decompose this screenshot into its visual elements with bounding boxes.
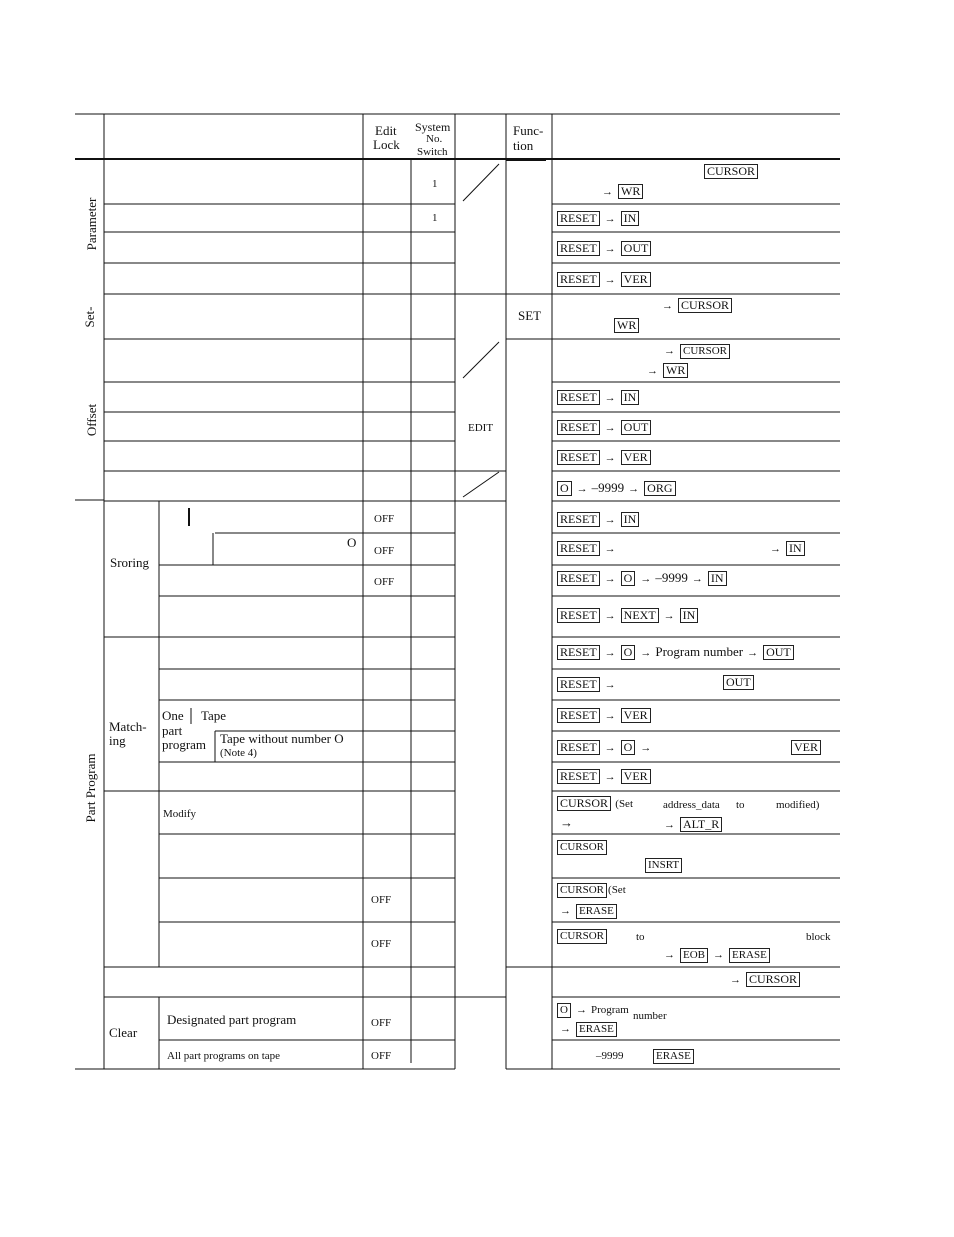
key-reset[interactable]: RESET [557,272,600,287]
key-o[interactable]: O [557,481,572,496]
op-row [643,363,689,378]
op-row [658,298,733,313]
group-setting: Set- [82,306,97,328]
header-no: No. [426,133,443,145]
key-reset[interactable]: RESET [557,769,600,784]
key-wr[interactable]: WR [663,363,688,378]
op-row [556,677,620,692]
op-row [660,947,771,963]
key-cursor[interactable]: CURSOR [557,840,607,855]
op-row [556,481,677,496]
key-cursor[interactable]: CURSOR [557,796,611,811]
key-in[interactable]: IN [708,571,727,586]
op-row [556,839,608,855]
modify-label: Modify [163,808,196,820]
arrow-icon: → [640,647,652,659]
arrow-icon: → [664,819,675,831]
key-in[interactable]: IN [680,608,699,623]
lock-off: OFF [371,938,392,950]
arrow-icon: → [604,543,616,555]
arrow-icon: → [604,610,616,622]
group-matching-2: ing [109,733,126,748]
key-ver[interactable]: VER [621,708,651,723]
group-part-program: Part Program [83,753,98,823]
key-reset[interactable]: RESET [557,390,600,405]
arrow-icon: → [664,345,675,357]
op-text: to [636,931,645,943]
key-erase[interactable]: ERASE [576,904,617,919]
op-row [556,241,652,256]
op-row [556,928,608,944]
one-part-program: part [162,723,183,738]
header-switch: Switch [417,146,448,158]
header-system: System [415,120,451,134]
group-storing: Sroring [110,555,149,570]
key-o[interactable]: O [621,740,636,755]
arrow-icon: → [604,679,616,691]
lock-off: OFF [374,545,395,557]
key-reset[interactable]: RESET [557,708,600,723]
op-text: –9999 [596,1050,624,1062]
op-row [556,450,652,465]
arrow-icon: → [628,483,640,495]
arrow-icon: → [604,710,616,722]
key-eob[interactable]: EOB [680,948,708,963]
key-next[interactable]: NEXT [621,608,659,623]
op-row [652,1048,695,1064]
op-row [556,708,652,723]
key-cursor[interactable]: CURSOR [678,298,732,313]
arrow-icon: → [604,573,616,585]
switch-value: 1 [432,178,438,190]
tape-note: (Note 4) [220,747,257,759]
arrow-icon: → [560,815,573,830]
key-out[interactable]: OUT [723,675,754,690]
key-reset[interactable]: RESET [557,450,600,465]
op-text: (Set [608,884,626,896]
arrow-icon: → [640,742,652,754]
op-text: address_data [663,799,720,811]
arrow-icon: → [604,514,616,526]
function-set: SET [518,308,542,323]
op-text: number [633,1010,667,1022]
lock-off: OFF [371,1050,392,1062]
group-matching: Match- [109,719,147,734]
op-text: to [736,799,745,811]
key-reset[interactable]: RESET [557,541,600,556]
key-reset[interactable]: RESET [557,420,600,435]
key-erase[interactable]: ERASE [653,1049,694,1064]
one-part-program: One [162,708,184,723]
op-row [726,972,801,987]
op-row [790,740,822,755]
arrow-icon: → [640,573,652,585]
arrow-icon: → [770,543,781,555]
op-row [556,645,795,660]
op-row [556,571,728,586]
group-clear: Clear [109,1025,138,1040]
arrow-icon: → [604,213,616,225]
op-text: modified) [776,799,820,811]
op-row [660,343,731,359]
key-reset[interactable]: RESET [557,677,600,692]
op-row [644,857,683,873]
key-reset[interactable]: RESET [557,241,600,256]
designated-part-program: Designated part program [167,1012,297,1027]
key-cursor[interactable]: CURSOR [557,929,607,944]
key-cursor[interactable]: CURSOR [746,972,800,987]
op-row [556,882,626,898]
op-row [556,211,640,226]
op-row [722,675,755,690]
key-ver[interactable]: VER [621,450,651,465]
arrow-icon: → [647,365,658,377]
key-in[interactable]: IN [621,512,640,527]
key-out[interactable]: OUT [763,645,794,660]
key-ver[interactable]: VER [621,272,651,287]
key-reset[interactable]: RESET [557,512,600,527]
op-row [556,1021,618,1037]
arrow-icon: → [604,422,616,434]
key-insrt[interactable]: INSRT [645,858,682,873]
key-erase[interactable]: ERASE [576,1022,617,1037]
key-ver[interactable]: VER [791,740,821,755]
arrow-icon: → [560,1023,571,1035]
arrow-icon: → [604,274,616,286]
storing-o: O [347,535,357,550]
key-in[interactable]: IN [621,390,640,405]
op-text: –9999 [655,570,688,585]
op-row [556,796,633,811]
one-part-program: program [162,737,207,752]
op-row [660,817,723,832]
key-wr[interactable]: WR [618,184,643,199]
arrow-icon: → [663,610,675,622]
key-reset[interactable]: RESET [557,211,600,226]
key-wr[interactable]: WR [614,318,639,333]
key-out[interactable]: OUT [621,420,652,435]
arrow-icon: → [747,647,759,659]
op-row [556,420,652,435]
op-row [613,318,640,333]
arrow-icon: → [575,1004,587,1016]
op-row [556,903,618,919]
group-parameter: Parameter [84,197,99,251]
op-text: –9999 [591,480,625,495]
key-alter[interactable]: ALT_R [680,817,722,832]
key-o[interactable]: O [621,645,636,660]
tape-without-number: Tape without number O [220,731,344,746]
op-row [556,608,699,623]
key-out[interactable]: OUT [621,241,652,256]
op-text: block [806,931,831,943]
op-wr [598,184,644,199]
op-row [556,272,652,287]
switch-value: 1 [432,212,438,224]
op-text: Program [590,1004,629,1016]
key-cursor[interactable]: CURSOR [557,883,607,898]
key-in[interactable]: IN [621,211,640,226]
group-offset: Offset [84,403,99,437]
header-lock: Lock [373,137,400,152]
lock-off: OFF [371,894,392,906]
op-text: (Set [615,798,634,810]
key-erase[interactable]: ERASE [729,948,770,963]
arrow-icon: → [604,742,616,754]
lock-off: OFF [374,513,395,525]
key-org[interactable]: ORG [644,481,675,496]
key-o[interactable]: O [621,571,636,586]
op-cursor [703,164,759,179]
key-reset[interactable]: RESET [557,645,600,660]
key-o[interactable]: O [557,1003,571,1018]
header-func: Func- [513,123,544,138]
all-part-programs: All part programs on tape [167,1050,281,1062]
arrow-icon: → [604,452,616,464]
arrow-icon: → [662,300,673,312]
header-tion: tion [513,138,534,153]
key-reset[interactable]: RESET [557,608,600,623]
key-cursor[interactable]: CURSOR [704,164,758,179]
key-cursor[interactable]: CURSOR [680,344,730,359]
arrow-icon: → [664,949,675,961]
op-text: Program number [655,644,744,659]
lock-off: OFF [374,576,395,588]
arrow-icon: → [604,647,616,659]
op-row [556,769,652,784]
op-row [556,740,655,755]
op-row [556,1002,629,1018]
arrow-icon: → [691,573,703,585]
arrow-icon: → [604,243,616,255]
lock-off: OFF [371,1017,392,1029]
key-ver[interactable]: VER [621,769,651,784]
arrow-icon: → [602,186,613,198]
arrow-icon: → [560,905,571,917]
arrow-icon: → [604,392,616,404]
arrow-icon: → [730,974,741,986]
arrow-icon: → [576,483,588,495]
arrow-icon: → [604,771,616,783]
key-reset[interactable]: RESET [557,740,600,755]
function-edit: EDIT [468,422,494,434]
op-row [556,390,640,405]
op-row [556,512,640,527]
key-reset[interactable]: RESET [557,571,600,586]
op-row [766,541,806,556]
arrow-icon: → [713,949,724,961]
header-edit: Edit [375,123,397,138]
op-row [556,541,620,556]
tape-label: Tape [201,708,227,723]
key-in[interactable]: IN [786,541,805,556]
